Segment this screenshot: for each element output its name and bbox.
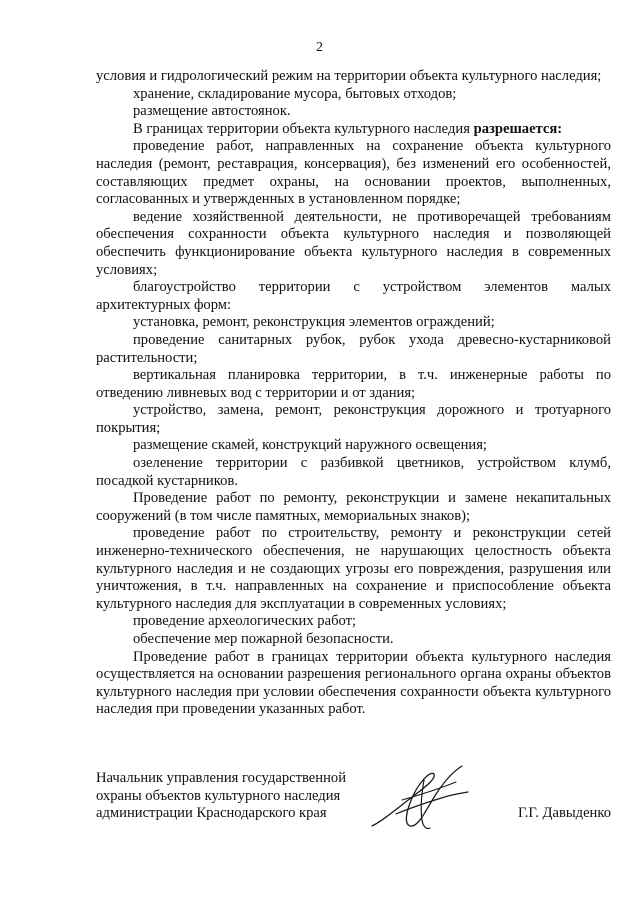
paragraph-11: устройство, замена, ремонт, реконструкция дорожного и тротуарного покрытия; bbox=[96, 402, 611, 436]
paragraph-9: проведение санитарных рубок, рубок ухода древесно-кустарниковой растительности; bbox=[96, 331, 611, 366]
signatory-position bbox=[96, 770, 366, 823]
signatory-position-line: охраны объектов культурного наследия bbox=[96, 787, 341, 804]
paragraph-6: ведение хозяйственной деятельности, не противоречащей требованиям обеспечения сохранности объекта культурного наследия и позволяющей обеспечить функционирование объекта культурного наследия в современных условиях; bbox=[96, 208, 611, 278]
paragraph-3: размещение автостоянок. bbox=[133, 103, 291, 120]
paragraph-5: проведение работ, направленных на сохранение объекта культурного наследия (ремонт, реставрация, консервация), без изменений его особенностей, составляющих предмет охраны, на основании проектов, выполненных, согласованных и утвержденных в установленном порядке; bbox=[96, 138, 611, 208]
signatory-position-line: Начальник управления государственной bbox=[96, 770, 347, 786]
paragraph-2: хранение, складирование мусора, бытовых отходов; bbox=[133, 85, 457, 102]
signatory-name: Г.Г. Давыденко bbox=[517, 805, 611, 821]
paragraph-18: Проведение работ в границах территории объекта культурного наследия осуществляется на основании разрешения регионального органа охраны объектов культурного наследия при условии обеспечения сохранности объекта культурного наследия при проведении указанных работ. bbox=[96, 648, 611, 718]
paragraph-1: условия и гидрологический режим на территории объекта культурного наследия; bbox=[96, 68, 602, 84]
paragraph-7: благоустройство территории с устройством элементов малых архитектурных форм: bbox=[96, 279, 611, 313]
paragraph-10: вертикальная планировка территории, в т.ч. инженерные работы по отведению ливневых вод с территории и от здания; bbox=[96, 367, 611, 401]
paragraph-17: обеспечение мер пожарной безопасности. bbox=[133, 631, 394, 647]
permitted-emphasis: разрешается: bbox=[473, 120, 563, 137]
signatory-position-line: администрации Краснодарского края bbox=[96, 805, 327, 822]
paragraph-8: установка, ремонт, реконструкция элементов ограждений; bbox=[133, 314, 495, 331]
paragraph-14: Проведение работ по ремонту, реконструкции и замене некапитальных сооружений (в том числе памятных, мемориальных знаков); bbox=[96, 490, 611, 524]
handwritten-signature bbox=[366, 760, 476, 840]
paragraph-12: размещение скамей, конструкций наружного освещения; bbox=[133, 437, 487, 454]
signature-block bbox=[96, 770, 611, 830]
paragraph-15: проведение работ по строительству, ремонту и реконструкции сетей инженерно-технического обеспечения, не нарушающих целостность объекта культурного наследия и не создающих угрозы его повреждения, разрушения или уничтожения, в т.ч. направленных на сохранение и приспособление объекта культурного наследия для эксплуатации в современных условиях; bbox=[96, 525, 611, 612]
document-body bbox=[96, 68, 611, 719]
paragraph-16: проведение археологических работ; bbox=[133, 613, 357, 630]
permitted-heading-text: В границах территории объекта культурного наследия bbox=[133, 120, 470, 137]
paragraph-13: озеленение территории с разбивкой цветников, устройством клумб, посадкой кустарников. bbox=[96, 455, 611, 489]
paragraph-permitted-heading bbox=[96, 121, 611, 139]
page-number: 2 bbox=[316, 40, 323, 55]
